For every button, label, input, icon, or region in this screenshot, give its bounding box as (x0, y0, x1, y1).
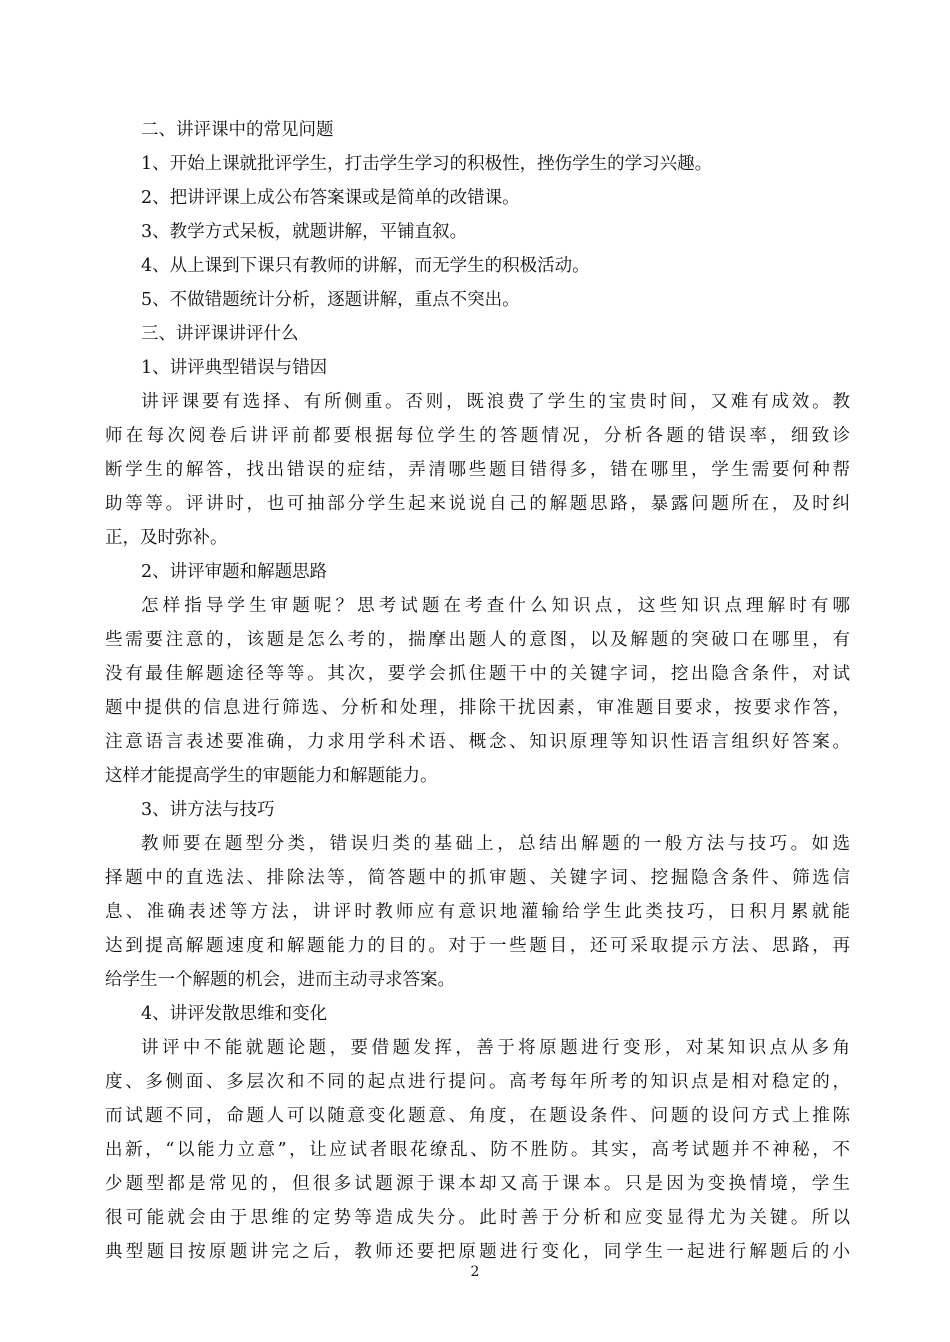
paragraph-line: 这样才能提高学生的审题能力和解题能力。 (105, 766, 438, 786)
paragraph-line: 师在每次阅卷后讲评前都要根据每位学生的答题情况，分析各题的错误率，细致诊 (105, 426, 850, 446)
section-heading: 二、讲评课中的常见问题 (141, 120, 334, 140)
paragraph-line: 怎样指导学生审题呢？思考试题在考查什么知识点，这些知识点理解时有哪 (141, 596, 850, 616)
paragraph-line: 正，及时弥补。 (105, 528, 228, 548)
paragraph-line: 些需要注意的，该题是怎么考的，揣摩出题人的意图，以及解题的突破口在哪里，有 (105, 630, 850, 650)
page-number: 2 (470, 1264, 480, 1280)
subsection-heading: 4、讲评发散思维和变化 (141, 1004, 328, 1024)
paragraph-line: 息、准确表述等方法，讲评时教师应有意识地灌输给学生此类技巧，日积月累就能 (105, 902, 850, 922)
paragraph-line: 择题中的直选法、排除法等，简答题中的抓审题、关键字词、挖掘隐含条件、筛选信 (105, 868, 850, 888)
paragraph-line: 出新，“以能力立意”，让应试者眼花缭乱、防不胜防。其实，高考试题并不神秘，不 (105, 1140, 850, 1160)
subsection-heading: 3、讲方法与技巧 (141, 800, 275, 820)
paragraph-line: 注意语言表述要准确，力求用学科术语、概念、知识原理等知识性语言组织好答案。 (105, 732, 850, 752)
paragraph-line: 典型题目按原题讲完之后，教师还要把原题进行变化，同学生一起进行解题后的小 (105, 1242, 850, 1262)
paragraph-line: 给学生一个解题的机会，进而主动寻求答案。 (105, 970, 455, 990)
paragraph-line: 少题型都是常见的，但很多试题源于课本却又高于课本。只是因为变换情境，学生 (105, 1174, 850, 1194)
paragraph-line: 教师要在题型分类，错误归类的基础上，总结出解题的一般方法与技巧。如选 (141, 834, 850, 854)
list-item: 1、开始上课就批评学生，打击学生学习的积极性，挫伤学生的学习兴趣。 (141, 154, 713, 174)
list-item: 2、把讲评课上成公布答案课或是简单的改错课。 (141, 188, 520, 208)
paragraph-line: 度、多侧面、多层次和不同的起点进行提问。高考每年所考的知识点是相对稳定的， (105, 1072, 850, 1092)
paragraph-line: 而试题不同，命题人可以随意变化题意、角度，在题设条件、问题的设问方式上推陈 (105, 1106, 850, 1126)
subsection-heading: 1、讲评典型错误与错因 (141, 358, 328, 378)
list-item: 4、从上课到下课只有教师的讲解，而无学生的积极活动。 (141, 256, 590, 276)
list-item: 5、不做错题统计分析，逐题讲解，重点不突出。 (141, 290, 520, 310)
paragraph-line: 讲评中不能就题论题，要借题发挥，善于将原题进行变形，对某知识点从多角 (141, 1038, 850, 1058)
list-item: 3、教学方式呆板，就题讲解，平铺直叙。 (141, 222, 468, 242)
paragraph-line: 没有最佳解题途径等等。其次，要学会抓住题干中的关键字词，挖出隐含条件，对试 (105, 664, 850, 684)
subsection-heading: 2、讲评审题和解题思路 (141, 562, 328, 582)
paragraph-line: 很可能就会由于思维的定势等造成失分。此时善于分析和应变显得尤为关键。所以 (105, 1208, 850, 1228)
paragraph-line: 讲评课要有选择、有所侧重。否则，既浪费了学生的宝贵时间，又难有成效。教 (141, 392, 850, 412)
paragraph-line: 助等等。评讲时，也可抽部分学生起来说说自己的解题思路，暴露问题所在，及时纠 (105, 494, 850, 514)
paragraph-line: 达到提高解题速度和解题能力的目的。对于一些题目，还可采取提示方法、思路，再 (105, 936, 850, 956)
section-heading: 三、讲评课讲评什么 (141, 324, 299, 344)
paragraph-line: 题中提供的信息进行筛选、分析和处理，排除干扰因素，审准题目要求，按要求作答， (105, 698, 850, 718)
document-body (105, 113, 850, 1269)
paragraph-line: 断学生的解答，找出错误的症结，弄清哪些题目错得多，错在哪里，学生需要何种帮 (105, 460, 850, 480)
